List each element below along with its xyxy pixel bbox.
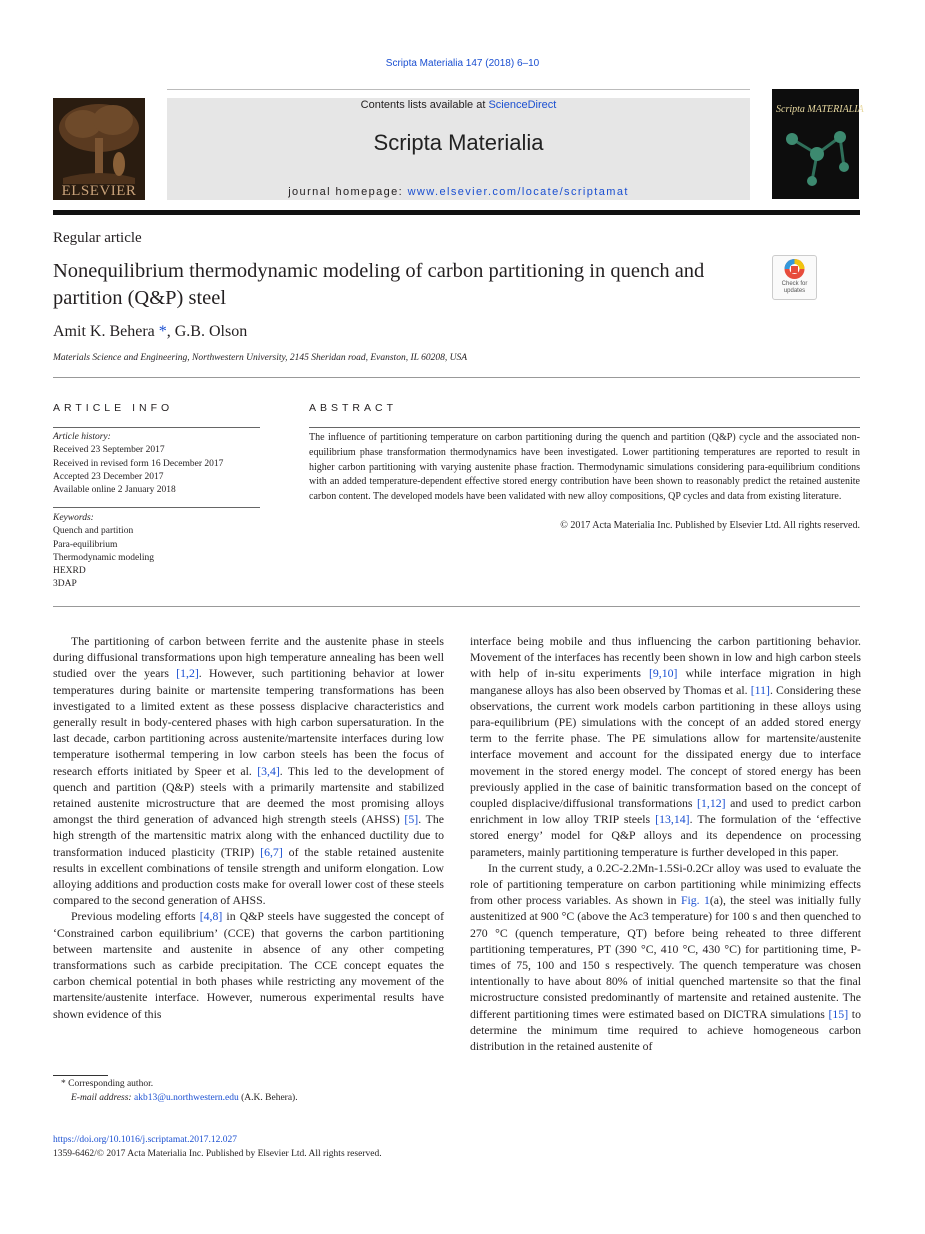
body-text: while interface migration in high manganese alloys has also been observed by Thomas et al.	[470, 666, 861, 697]
body-column-left	[53, 633, 444, 1022]
crossmark-label: Check for updates	[781, 281, 808, 294]
sciencedirect-link[interactable]: ScienceDirect	[488, 99, 557, 111]
contents-line	[167, 99, 750, 111]
body-text: of the stable retained austenite results in excellent combinations of tensile strength and uniform elongation. Low alloying additions and production costs make for overall lower cost of these steels compared to the second generation of AHSS.	[53, 844, 445, 908]
header-rule	[53, 210, 860, 215]
abstract-text: The influence of partitioning temperature on carbon partitioning during the quench and partition (Q&P) cycle and the associated non-equilibrium phase transformation thermodynamics have been investigated. Lower partitioning temperatures are reported to result in higher carbon partitioning with varying austenite phase fraction. Thermodynamic simulations considering para-equilibrium conditions with an added temperature-dependent effective stored energy contribution have been shown to reasonably predict the retained austenite carbon content. The developed models have been validated with new alloy compositions, QP cycles and data from existing literature.	[309, 432, 860, 503]
affiliation: Materials Science and Engineering, Northwestern University, 2145 Sheridan road, Evanston, IL 60208, USA	[53, 353, 468, 363]
contents-prefix: Contents lists available at	[360, 99, 489, 111]
divider	[309, 427, 860, 428]
doi-block	[53, 1134, 382, 1161]
email-label: E-mail address:	[71, 1092, 134, 1103]
citation-link[interactable]: [4,8]	[199, 909, 223, 924]
publisher-logo-text: ELSEVIER	[61, 183, 137, 199]
body-column-right	[470, 633, 861, 1054]
issn-line: 1359-6462/© 2017 Acta Materialia Inc. Published by Elsevier Ltd. All rights reserved.	[53, 1148, 382, 1159]
figure-link[interactable]: Fig. 1	[680, 893, 710, 908]
footnote-mark: *	[61, 1079, 66, 1089]
body-text: . However, such partitioning behavior at lower temperatures during bainite or martensite tempering transformations has been investigated to a limited extent as these possess displacive characteristics and generally result in body-centered phases with high carbon supersaturation. In the last decade, carbon partitioning across austenite/martensite interfaces during low temperature isothermal tempering in low carbon steels has been the focus of research efforts initiated by Speer et al.	[53, 666, 444, 778]
keyword: Quench and partition	[53, 526, 134, 537]
author-name[interactable]: , G.B. Olson	[166, 323, 248, 340]
keywords-label: Keywords:	[53, 513, 94, 523]
citation-link[interactable]: [1,2]	[176, 666, 199, 681]
article-history	[53, 431, 223, 497]
homepage-link[interactable]: www.elsevier.com/locate/scriptamat	[407, 186, 629, 198]
body-text: Previous modeling efforts	[71, 909, 200, 924]
keyword: Thermodynamic modeling	[53, 552, 155, 563]
history-item: Available online 2 January 2018	[53, 485, 176, 496]
body-text: . The formulation of the ‘effective stored energy’ model for Q&P alloys and its dependence on processing parameters, mainly partitioning temperature is further developed in this paper.	[470, 812, 861, 859]
cover-title: Scripta MATERIALIA	[776, 104, 864, 115]
body-text: and used to predict carbon enrichment in low alloy TRIP steels	[470, 796, 861, 827]
body-text: In the current study, a 0.2C-2.2Mn-1.5Si-0.2Cr alloy was used to evaluate the role of partitioning temperature on carbon partitioning while minimizing effects from other process variables. As shown in	[470, 860, 861, 908]
citation-link[interactable]: [13,14]	[655, 812, 690, 827]
body-paragraph	[470, 860, 861, 1054]
keyword: 3DAP	[53, 579, 77, 590]
homepage-line	[167, 186, 750, 198]
history-item: Accepted 23 December 2017	[53, 471, 164, 482]
author-name[interactable]: Amit K. Behera	[53, 323, 155, 340]
body-text: . Considering these observations, the current work models carbon partitioning in these alloys using para-equilibrium (PE) simulations with the concept of an added stored energy term to the ferrite phase. The PE simulations allow for martensite/austenite interface movement and account for the dissipated energy due to interface movement in the stored energy model. The concept of stored energy has been previously applied in the case of bainitic transformation based on the concept of coupled displacive/diffusional transformations	[470, 682, 861, 811]
history-item: Received in revised form 16 December 2017	[53, 458, 224, 469]
keyword: Para-equilibrium	[53, 539, 118, 550]
divider	[53, 377, 860, 378]
footnote	[53, 1078, 298, 1105]
history-label: Article history:	[53, 432, 111, 442]
journal-reference-link[interactable]: Scripta Materialia 147 (2018) 6–10	[385, 58, 540, 69]
footnote-rule	[53, 1075, 108, 1076]
citation-link[interactable]: [3,4]	[257, 763, 280, 778]
body-paragraph	[53, 633, 444, 908]
doi-link[interactable]: https://doi.org/10.1016/j.scriptamat.2017.12.027	[53, 1135, 238, 1145]
body-text: The partitioning of carbon between ferrite and the austenite phase in steels during diffusional transformations upon high temperature annealing has been well studied over the years	[53, 634, 444, 681]
citation-link[interactable]: [15]	[828, 1006, 849, 1021]
divider	[53, 427, 260, 428]
divider	[53, 507, 260, 508]
header-divider	[167, 89, 750, 90]
corresponding-author-note: Corresponding author.	[68, 1079, 154, 1089]
body-text: (a), the steel was initially fully austenitized at 900 °C (above the Ac3 temperature) for 100 s and then quenched to 270 °C (quench temperature, QT) before being reheated to three different partitioning temperatures, PT (390 °C, 410 °C, 430 °C) for partitioning time, P-times of 75, 100 and 150 s respectively. The quench temperature was chosen intentionally to have about 80% of initial quenched martensite so that the final microstructure consisted predominantly of martensite and retained austenite. The different partitioning times were estimated based on DICTRA simulations	[470, 893, 861, 1021]
body-text: to determine the minimum time required to achieve homogeneous carbon distribution in the retained austenite of	[470, 1006, 861, 1054]
homepage-prefix: journal homepage:	[288, 186, 408, 198]
abstract-heading: ABSTRACT	[309, 402, 398, 414]
body-text: interface being mobile and thus influencing the carbon partitioning behavior. Movement of the interfaces has recently been shown in low and high carbon steels with help of in-situ experiments	[470, 634, 861, 681]
body-text: in Q&P steels have suggested the concept of ‘Constrained carbon equilibrium’ (CCE) that governs the carbon partitioning between martensite and austenite in absence of any other competing transformations such as carbide precipitation. The CCE concept equates the carbon chemical potential in both phases while restricting any movement of the martensite/austenite interface. However, numerous experimental results have shown evidence of this	[53, 909, 444, 1021]
abstract-copyright: © 2017 Acta Materialia Inc. Published by Elsevier Ltd. All rights reserved.	[560, 520, 860, 531]
article-info-heading: ARTICLE INFO	[53, 402, 174, 414]
citation-link[interactable]: [11]	[750, 682, 770, 697]
divider	[53, 606, 860, 607]
keyword: HEXRD	[53, 566, 86, 577]
journal-title: Scripta Materialia	[373, 130, 544, 155]
citation-link[interactable]: [5]	[404, 812, 419, 827]
article-type: Regular article	[53, 230, 142, 246]
body-paragraph	[53, 908, 444, 1021]
citation-link[interactable]: [6,7]	[260, 844, 283, 859]
body-text: . This led to the development of quench and partition (Q&P) steels with a primarily martensite and stabilized retained austenite microstructure that are deemed the most promising alloys amongst the third generation of advanced high strength steels (AHSS)	[53, 763, 444, 827]
author-list	[53, 323, 247, 341]
article-title: Nonequilibrium thermodynamic modeling of carbon partitioning in quench and partition (Q&P) steel	[53, 260, 705, 309]
corresponding-author-mark[interactable]: *	[158, 323, 167, 340]
email-owner: (A.K. Behera).	[238, 1092, 298, 1103]
citation-link[interactable]: [1,12]	[697, 796, 726, 811]
keywords-block	[53, 512, 154, 592]
citation-link[interactable]: [9,10]	[648, 666, 678, 681]
history-item: Received 23 September 2017	[53, 445, 165, 456]
body-text: . The high strength of the martensitic matrix along with the enhanced ductility due to transformation induced plasticity (TRIP)	[53, 812, 445, 859]
body-paragraph	[470, 633, 861, 860]
email-link[interactable]: akb13@u.northwestern.edu	[133, 1092, 239, 1103]
